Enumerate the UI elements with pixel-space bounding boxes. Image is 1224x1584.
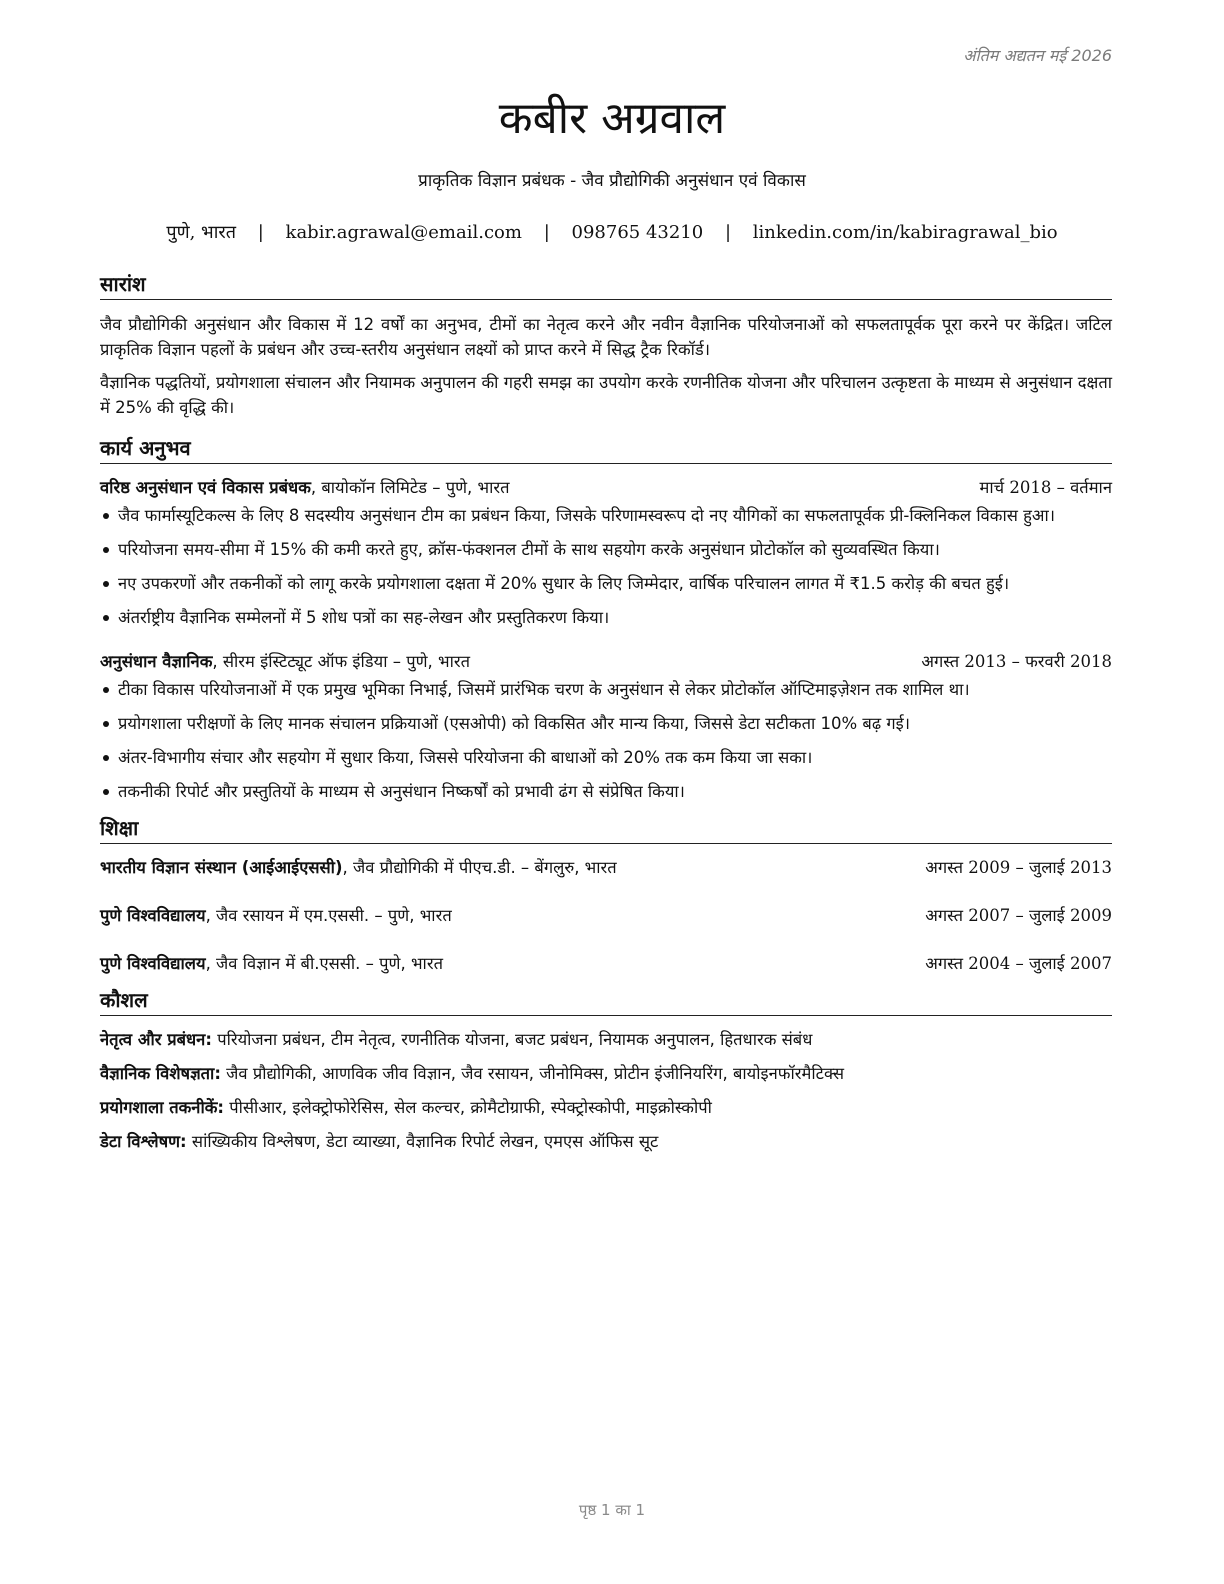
skill-row — [100, 1096, 1112, 1120]
job-entry — [100, 476, 1112, 630]
candidate-headline: प्राकृतिक विज्ञान प्रबंधक - जैव प्रौद्योगिकी अनुसंधान एवं विकास — [418, 171, 806, 191]
skill-label: वैज्ञानिक विशेषज्ञता: — [100, 1064, 221, 1083]
job-header — [100, 476, 1112, 500]
job-bullet: प्रयोगशाला परीक्षणों के लिए मानक संचालन प्रक्रियाओं (एसओपी) को विकसित और मान्य किया, जिससे डेटा सटीकता 10% बढ़ गई। — [100, 712, 1112, 736]
education-title-line — [100, 856, 617, 880]
job-bullet: अंतर्राष्ट्रीय वैज्ञानिक सम्मेलनों में 5 शोध पत्रों का सह-लेखन और प्रस्तुतिकरण किया। — [100, 606, 1112, 630]
contact-line — [0, 220, 1224, 244]
section-title-skills: कौशल — [100, 986, 1112, 1016]
summary-paragraph: वैज्ञानिक पद्धतियों, प्रयोगशाला संचालन और नियामक अनुपालन की गहरी समझ का उपयोग करके रणनीतिक योजना और परिचालन उत्कृष्टता के माध्यम से अनुसंधान दक्षता में 25% की वृद्धि की। — [100, 373, 1112, 417]
education-school: पुणे विश्वविद्यालय — [100, 954, 206, 973]
section-title-experience: कार्य अनुभव — [100, 434, 1112, 464]
education-dates: अगस्त 2004 – जुलाई 2007 — [925, 954, 1112, 973]
section-title-summary: सारांश — [100, 270, 1112, 300]
section-title-education: शिक्षा — [100, 814, 1112, 844]
skill-value: सांख्यिकीय विश्लेषण, डेटा व्याख्या, वैज्ञानिक रिपोर्ट लेखन, एमएस ऑफिस सूट — [186, 1132, 659, 1151]
education-detail: , जैव रसायन में एम.एससी. – पुणे, भारत — [205, 906, 452, 925]
skill-label: प्रयोगशाला तकनीकें: — [100, 1098, 224, 1117]
skill-label: डेटा विश्लेषण: — [100, 1132, 187, 1151]
skill-row — [100, 1130, 1112, 1154]
skill-value: जैव प्रौद्योगिकी, आणविक जीव विज्ञान, जैव रसायन, जीनोमिक्स, प्रोटीन इंजीनियरिंग, बायोइनफॉरमैटिक्स — [220, 1064, 845, 1083]
job-bullet: नए उपकरणों और तकनीकों को लागू करके प्रयोगशाला दक्षता में 20% सुधार के लिए जिम्मेदार, वार्षिक परिचालन लागत में ₹1.5 करोड़ की बचत हुई। — [100, 572, 1112, 596]
skills-section — [100, 986, 1112, 1154]
education-section — [100, 814, 1112, 976]
contact-separator: | — [257, 222, 264, 243]
summary-paragraph: जैव प्रौद्योगिकी अनुसंधान और विकास में 12 वर्षों का अनुभव, टीमों का नेतृत्व करने और नवीन वैज्ञानिक परियोजनाओं को सफलतापूर्वक पूरा करने पर केंद्रित। जटिल प्राकृतिक विज्ञान पहलों के प्रबंधन और उच्च-स्तरीय अनुसंधान लक्ष्यों को प्राप्त करने में सिद्ध ट्रैक रिकॉर्ड। — [100, 315, 1112, 359]
education-entry — [100, 904, 1112, 928]
resume-body — [100, 270, 1112, 1164]
contact-location: पुणे, भारत — [166, 222, 236, 243]
job-bullet: जैव फार्मास्यूटिकल्स के लिए 8 सदस्यीय अनुसंधान टीम का प्रबंधन किया, जिसके परिणामस्वरूप दो नए यौगिकों का सफलतापूर्वक प्री-क्लिनिकल विकास हुआ। — [100, 504, 1112, 528]
skill-value: पीसीआर, इलेक्ट्रोफोरेसिस, सेल कल्चर, क्रोमैटोग्राफी, स्पेक्ट्रोस्कोपी, माइक्रोस्कोपी — [224, 1098, 712, 1117]
education-dates: अगस्त 2009 – जुलाई 2013 — [925, 858, 1112, 877]
job-role: वरिष्ठ अनुसंधान एवं विकास प्रबंधक — [100, 478, 311, 497]
page-number: पृष्ठ 1 का 1 — [578, 1501, 646, 1519]
job-bullet: अंतर-विभागीय संचार और सहयोग में सुधार किया, जिससे परियोजना की बाधाओं को 20% तक कम किया जा सका। — [100, 746, 1112, 770]
contact-email[interactable]: kabir.agrawal@email.com — [285, 222, 522, 243]
last-updated-date: अंतिम अद्यतन मई 2026 — [963, 46, 1112, 65]
contact-separator: | — [543, 222, 550, 243]
skill-label: नेतृत्व और प्रबंधन: — [100, 1030, 212, 1049]
skill-row — [100, 1062, 1112, 1086]
job-dates: मार्च 2018 – वर्तमान — [979, 478, 1112, 497]
education-detail: , जैव प्रौद्योगिकी में पीएच.डी. – बेंगलुरु, भारत — [342, 858, 617, 877]
job-bullets — [100, 678, 1112, 804]
job-entry — [100, 650, 1112, 804]
contact-phone[interactable]: 098765 43210 — [571, 222, 704, 243]
education-entry — [100, 856, 1112, 880]
education-school: भारतीय विज्ञान संस्थान (आईआईएससी) — [100, 858, 343, 877]
education-entry — [100, 952, 1112, 976]
contact-linkedin[interactable]: linkedin.com/in/kabiragrawal_bio — [752, 222, 1058, 243]
job-header — [100, 650, 1112, 674]
summary-section — [100, 270, 1112, 420]
job-role: अनुसंधान वैज्ञानिक — [100, 652, 213, 671]
job-title-line — [100, 476, 510, 500]
skill-row — [100, 1028, 1112, 1052]
education-title-line — [100, 904, 452, 928]
job-bullet: तकनीकी रिपोर्ट और प्रस्तुतियों के माध्यम से अनुसंधान निष्कर्षों को प्रभावी ढंग से संप्रेषित किया। — [100, 780, 1112, 804]
job-bullets — [100, 504, 1112, 630]
education-title-line — [100, 952, 443, 976]
contact-separator: | — [724, 222, 732, 243]
education-dates: अगस्त 2007 – जुलाई 2009 — [925, 906, 1112, 925]
job-org: , बायोकॉन लिमिटेड – पुणे, भारत — [310, 478, 510, 497]
job-title-line — [100, 650, 470, 674]
education-detail: , जैव विज्ञान में बी.एससी. – पुणे, भारत — [205, 954, 443, 973]
skill-value: परियोजना प्रबंधन, टीम नेतृत्व, रणनीतिक योजना, बजट प्रबंधन, नियामक अनुपालन, हितधारक संबंध — [211, 1030, 813, 1049]
job-bullet: टीका विकास परियोजनाओं में एक प्रमुख भूमिका निभाई, जिसमें प्रारंभिक चरण के अनुसंधान से लेकर प्रोटोकॉल ऑप्टिमाइज़ेशन तक शामिल था। — [100, 678, 1112, 702]
job-org: , सीरम इंस्टिट्यूट ऑफ इंडिया – पुणे, भारत — [212, 652, 471, 671]
candidate-name: कबीर अग्रवाल — [498, 93, 726, 144]
job-bullet: परियोजना समय-सीमा में 15% की कमी करते हुए, क्रॉस-फंक्शनल टीमों के साथ सहयोग करके अनुसंधान प्रोटोकॉल को सुव्यवस्थित किया। — [100, 538, 1112, 562]
education-school: पुणे विश्वविद्यालय — [100, 906, 206, 925]
job-dates: अगस्त 2013 – फरवरी 2018 — [921, 652, 1112, 671]
experience-section — [100, 434, 1112, 804]
